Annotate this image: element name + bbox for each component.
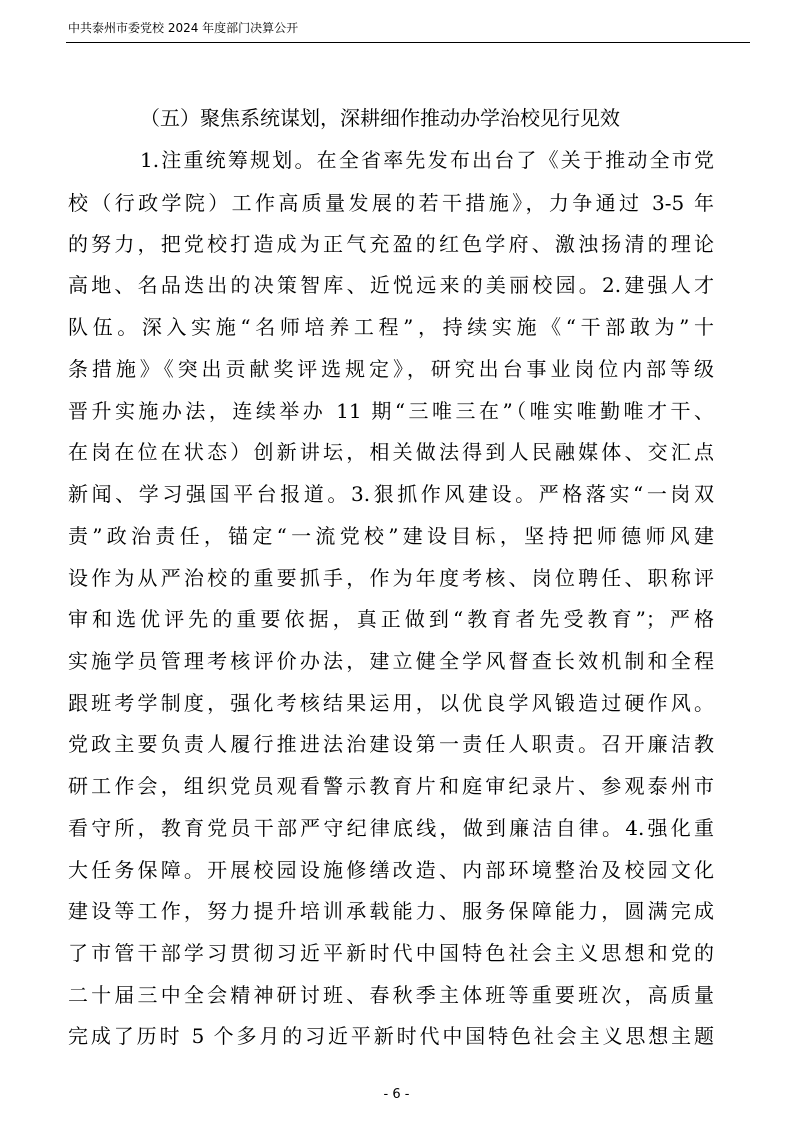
section-heading: （五）聚焦系统谋划，深耕细作推动办学治校见行见效	[140, 106, 620, 130]
paragraph-line: 审和选优评先的重要依据，真正做到“教育者先受教育”；严格	[68, 607, 714, 631]
paragraph-line: 研工作会，组织党员观看警示教育片和庭审纪录片、参观泰州市	[68, 774, 714, 798]
paragraph-line: 校（行政学院）工作高质量发展的若干措施》，力争通过 3-5 年	[68, 191, 714, 215]
paragraph-line: 了市管干部学习贯彻习近平新时代中国特色社会主义思想和党的	[68, 941, 714, 965]
paragraph-line: 二十届三中全会精神研讨班、春秋季主体班等重要班次，高质量	[68, 983, 714, 1007]
paragraph-line: 晋升实施办法，连续举办 11 期“三唯三在”（唯实唯勤唯才干、	[68, 399, 714, 423]
paragraph-line: 高地、名品迭出的决策智库、近悦远来的美丽校园。2.建强人才	[68, 273, 714, 297]
paragraph-line: 责”政治责任，锚定“一流党校”建设目标，坚持把师德师风建	[68, 524, 714, 548]
paragraph-line: 建设等工作，努力提升培训承载能力、服务保障能力，圆满完成	[68, 899, 714, 923]
paragraph-line: 跟班考学制度，强化考核结果运用，以优良学风锻造过硬作风。	[68, 691, 714, 715]
paragraph-line: 在岗在位在状态）创新讲坛，相关做法得到人民融媒体、交汇点	[68, 440, 714, 464]
paragraph-line: 看守所，教育党员干部严守纪律底线，做到廉洁自律。4.强化重	[68, 816, 714, 840]
paragraph-line: 的努力，把党校打造成为正气充盈的红色学府、激浊扬清的理论	[68, 232, 714, 256]
paragraph-line: 大任务保障。开展校园设施修缮改造、内部环境整治及校园文化	[68, 858, 714, 882]
paragraph-line: 条措施》《突出贡献奖评选规定》，研究出台事业岗位内部等级	[68, 357, 714, 381]
paragraph-line: 1.注重统筹规划。在全省率先发布出台了《关于推动全市党	[140, 148, 714, 172]
paragraph-line: 党政主要负责人履行推进法治建设第一责任人职责。召开廉洁教	[68, 732, 714, 756]
paragraph-line: 新闻、学习强国平台报道。3.狠抓作风建设。严格落实“一岗双	[68, 482, 714, 506]
page-number: - 6 -	[383, 1087, 410, 1102]
header-divider	[66, 42, 750, 43]
paragraph-line: 实施学员管理考核评价办法，建立健全学风督查长效机制和全程	[68, 649, 714, 673]
paragraph-line: 完成了历时 5 个多月的习近平新时代中国特色社会主义思想主题	[68, 1024, 714, 1048]
paragraph-line: 设作为从严治校的重要抓手，作为年度考核、岗位聘任、职称评	[68, 566, 714, 590]
paragraph-line: 队伍。深入实施“名师培养工程”，持续实施《“干部敢为”十	[68, 315, 714, 339]
running-header: 中共泰州市委党校 2024 年度部门决算公开	[68, 21, 299, 35]
